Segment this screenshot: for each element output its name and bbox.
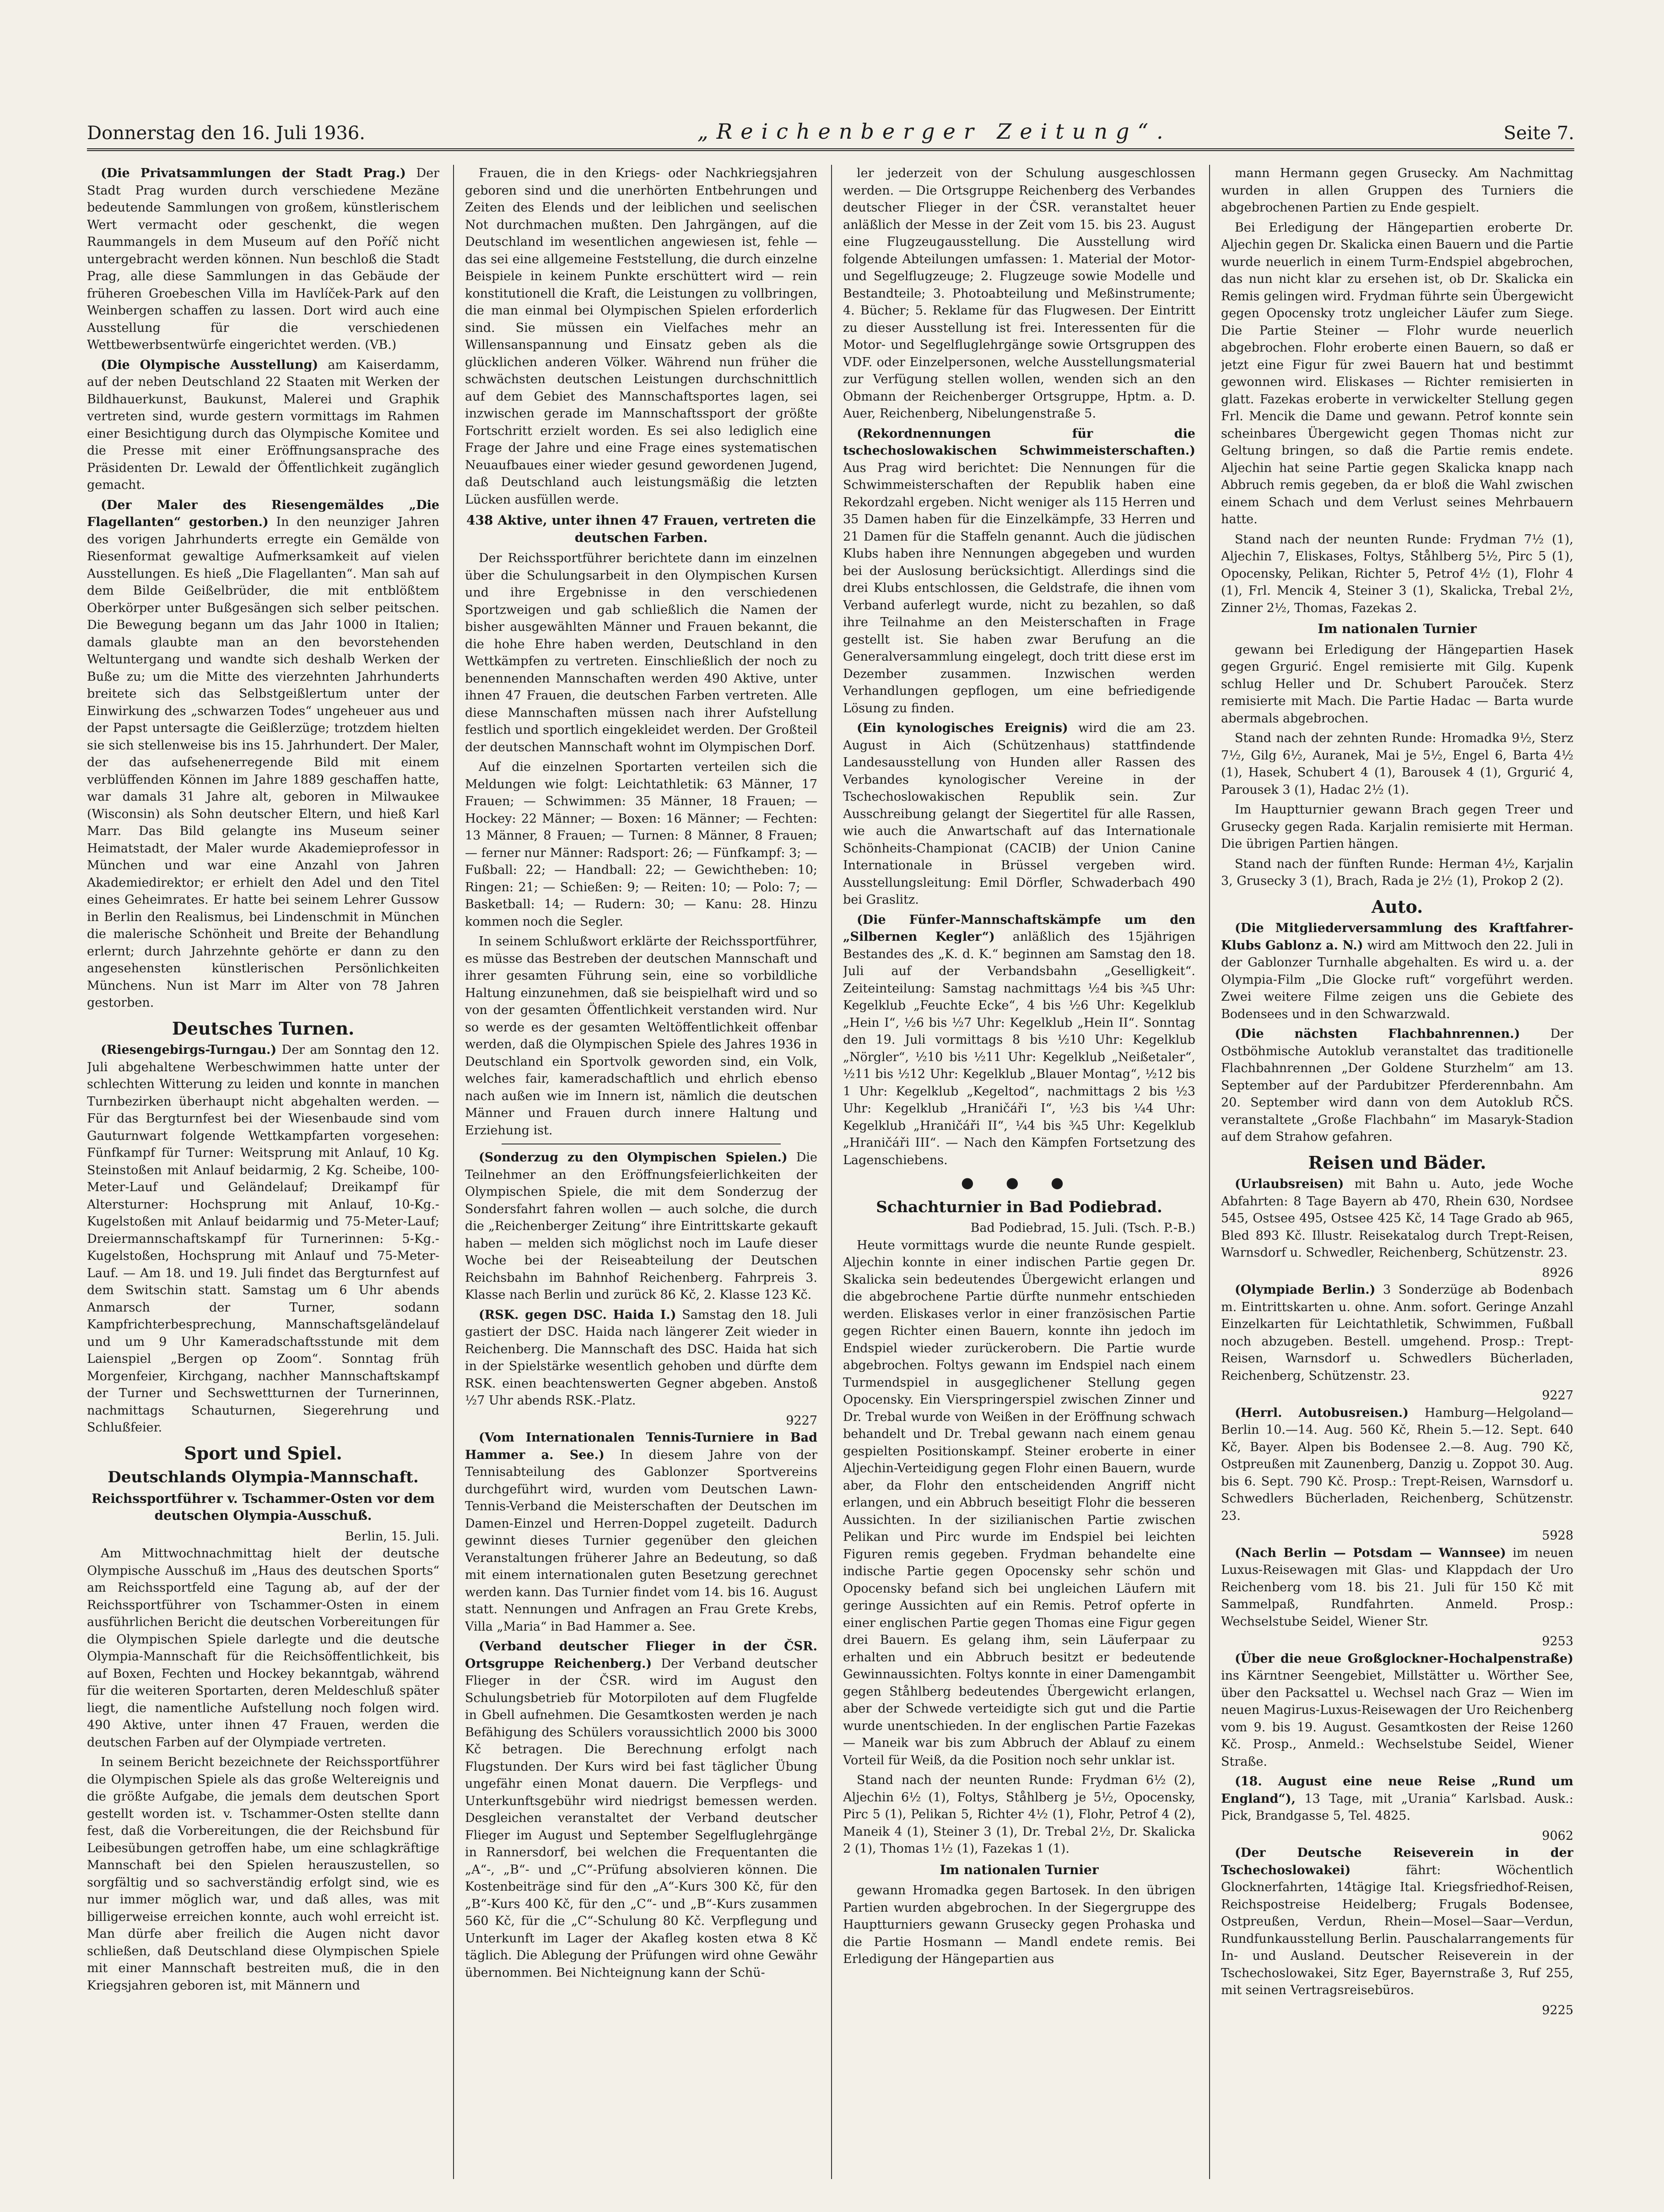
article-paragraph: Im Hauptturnier gewann Brach gegen Treer und Grusecky gegen Rada. Karjalin remisierte mit Herman. Die übrigen Partien hängen. (1221, 802, 1573, 851)
ad: (Herrl. Autobusreisen.) Hamburg—Helgoland—Berlin 10.—14. Aug. 560 Kč, Rhein 5.—12. Sept. 640 Kč, Bayer. Alpen bis Bodensee 2.—8. Aug. 790 Kč, Ostpreußen mit Zaunenberg, Danzig u. Zoppot 30. Aug. bis 6. Sept. 790 Kč. Prosp.: Trept-Reisen, Warnsdorf u. Schwedlers Bücherladen, Reichenberg, Schützenstr. 23. (1221, 1405, 1573, 1523)
article: (Vom Internationalen Tennis-Turniere in Bad Hammer a. See.) In diesem Jahre von der Tennisabteilung des Gablonzer Sportvereins durchgeführt wird, wurden vom Deutschen Lawn-Tennis-Verband die Meisterschaften der Deutschen im Damen-Einzel und Herren-Doppel zugeteilt. Dadurch gewinnt dieses Turnier gegenüber den gleichen Veranstaltungen früherer Jahre an Bedeutung, so daß mit einem internationalen guten Besetzung gerechnet werden kann. Das Turnier findet vom 14. bis 16. August statt. Nennungen und Anfragen an Frau Grete Krebs, Villa „Maria“ in Bad Hammer a. See. (465, 1431, 817, 1634)
masthead (87, 110, 1574, 151)
section-heading: Auto. (1371, 896, 1423, 917)
ad: (18. August eine neue Reise „Rund um England“), 13 Tage, mit „Urania“ Karlsbad. Ausk.: Pick, Brandgasse 5, Tel. 4825. (1221, 1774, 1573, 1823)
article-paragraph: ler jederzeit von der Schulung ausgeschlossen werden. — Die Ortsgruppe Reichenberg des Verbandes deutscher Flieger in der ČSR. veranstaltet heuer anläßlich der Messe in der Zeit vom 15. bis 23. August eine Flugzeugausstellung. Die Ausstellung wird folgende Abteilungen umfassen: 1. Material der Motor- und Segelflugzeuge; 2. Flugzeuge sowie Modelle und Bestandteile; 3. Photoabteilung und Meßinstrumente; 4. Bücher; 5. Reklame für das Flugwesen. Der Eintritt zu dieser Ausstellung ist frei. Interessenten für die Motor- und Segelfluglehrgänge sowie Ortsgruppen des VDF. oder Einzelpersonen, welche Ausstellungsmaterial zur Verfügung stellen wollen, wenden sich an den Obmann der Reichenberger Ortsgruppe, Hptm. a. D. Auer, Reichenberg, Nibelungenstraße 5. (843, 166, 1195, 421)
article-headline: (Der Maler des Riesengemäldes „Die Flagellanten“ gestorben.) (87, 498, 439, 529)
article: (RSK. gegen DSC. Haida I.) Samstag den 18. Juli gastiert der DSC. Haida nach längerer Zeit wieder in Reichenberg. Die Mannschaft des DSC. Haida hat sich in der Spielstärke wesentlich gehoben und dürfte dem RSK. einen beachtenswerten Gegner abgeben. Anstoß ½7 Uhr abends RSK.-Platz. (465, 1307, 817, 1408)
ad-code: 9062 (1542, 1828, 1573, 1843)
article-headline: (Sonderzug zu den Olympischen Spielen.) (479, 1150, 788, 1165)
article-title: Schachturnier in Bad Podiebrad. (876, 1198, 1162, 1216)
page-number: Seite 7. (1503, 123, 1574, 144)
article-paragraph: Stand nach der neunten Runde: Frydman 7½ (1), Aljechin 7, Eliskases, Foltys, Ståhlberg 5½, Pirc 5 (1), Opocensky, Pelikan, Richter 5, Petrof 4½ (1), Flohr 4 (1), Frl. Mencik 4, Steiner 3 (1), Skalicka, Trebal 2½, Zinner 2½, Thomas, Fazekas 2. (1221, 532, 1573, 615)
article-title: Deutschlands Olympia-Mannschaft. (108, 1468, 419, 1486)
article: (Die nächsten Flachbahnrennen.) Der Ostböhmische Autoklub veranstaltet das traditionelle Flachbahnrennen „Der Goldene Sturzhelm“ am 13. September auf der Pardubitzer Pferderennbahn. Am 20. September wird dann von dem Autoklub RČS. veranstaltete „Große Flachbahn“ im Masaryk-Stadion auf dem Strahow gefahren. (1221, 1027, 1573, 1144)
article-paragraph: Frauen, die in den Kriegs- oder Nachkriegsjahren geboren sind und die unerhörten Entbehrungen und Zeiten des Elends und der leiblichen und seelischen Not durchmachen mußten. Den Jahrgängen, auf die Deutschland im wesentlichen angewiesen ist, fehle — das sei eine allgemeine Feststellung, die durch einzelne Beispiele in keinem Punkte erschüttert wird — rein konstitutionell die Kraft, die Leistungen zu vollbringen, die man einmal bei Olympischen Spielen erforderlich sind. Sie müssen ein Vielfaches mehr an Willensanspannung und Einsatz geben als die glücklichen anderen Völker. Während nun früher die schwächsten deutschen Leistungen durchschnittlich auf dem Gebiet des Mannschaftsportes lagen, sei inzwischen gerade im Mannschaftssport der größte Fortschritt erzielt worden. Es sei also lediglich eine Frage der Jahre und eine Frage eines systematischen Neuaufbaues einer wieder gesund gewordenen Jugend, daß Deutschland auch leistungsmäßig die letzten Lücken ausfüllen werde. (465, 166, 817, 507)
article-paragraph: Der Reichssportführer berichtete dann im einzelnen über die Schulungsarbeit in den Olympischen Kursen und ihre Ergebnisse in den verschiedenen Sportzweigen und gab schließlich die Namen der bisher ausgewählten Männer und Frauen bekannt, die die hohe Ehre haben werden, Deutschland in den Wettkämpfen zu vertreten. Einschließlich der noch zu benennenden Mannschaften werden 490 Aktive, unter ihnen 47 Frauen, die deutschen Farben vertreten. Alle diese Mannschaften müssen nach ihrer Aufstellung festlich und sportlich eingekleidet werden. Der Großteil der deutschen Mannschaft wohnt im Olympischen Dorf. (465, 551, 817, 754)
article: (Rekordnennungen für die tschechoslowakischen Schwimmeisterschaften.) Aus Prag wird berichtet: Die Nennungen für die Schwimmeisterschaften der Republik haben eine Rekordzahl ergeben. Nicht weniger als 115 Herren und 35 Damen haben für die Einzelkämpfe, 33 Herren und 21 Damen für die Staffeln genannt. Auch die jüdischen Klubs haben ihre Nennungen abgegeben und wurden bei der Auslosung berücksichtigt. Allerdings sind die drei Klubs entschlossen, die Geldstrafe, die ihnen vom Verband auferlegt wurde, nicht zu bezahlen, so daß ihre Teilnahme an den Meisterschaften in Frage gestellt ist. Sie haben zwar Berufung an die Generalversammlung eingelegt, doch tritt diese erst im Dezember zusammen. Inzwischen werden Verhandlungen gepflogen, um eine befriedigende Lösung zu finden. (843, 426, 1195, 716)
article-subtitle: 438 Aktive, unter ihnen 47 Frauen, vertreten die deutschen Farben. (466, 513, 816, 545)
article-paragraph: In seinem Schlußwort erklärte der Reichssportführer, es müsse das Bestreben der deutschen Mannschaft und ihrer gesamten Führung sein, eine so vorbildliche Haltung einzunehmen, daß sie beispielhaft wird und so von der gesamten Öffentlichkeit verstanden wird. Nur so werde es der gesamten Weltöffentlichkeit offenbar werden, daß die Olympischen Spiele des Jahres 1936 in Deutschland ein Sportvolk geworden sind, ein Volk, welches fair, kameradschaftlich und ehrlich ebenso nach außen wie im Innern ist, nämlich die deutschen Männer und Frauen durch innere Haltung und Erziehung ist. (465, 934, 817, 1138)
article-paragraph: Am Mittwochnachmittag hielt der deutsche Olympische Ausschuß im „Haus des deutschen Sports“ am Reichssportfeld eine Tagung ab, auf der der Reichssportführer von Tschammer-Osten in einem ausführlichen Bericht die deutschen Vorbereitungen für die Olympischen Spiele darlegte und die deutsche Olympia-Mannschaft für die Reichsöffentlichkeit, bis auf Boxen, Fechten und Hockey bekanntgab, während für die weiteren Sportarten, deren Meldeschluß später liegt, die namentliche Aufstellung noch folgen wird. 490 Aktive, unter ihnen 47 Frauen, werden die deutschen Farben auf der Olympiade vertreten. (87, 1546, 439, 1750)
article-headline: (Die Olympische Ausstellung) (101, 358, 319, 372)
ad: (Der Deutsche Reiseverein in der Tschechoslowakei) fährt: Wöchentlich Glocknerfahrten, 14tägige Ital. Kriegsfriedhof-Reisen, Reichspostreise Heidelberg; Frugals Bodensee, Ostpreußen, Verdun, Rhein—Mosel—Saar—Verdun, Rundfunkausstellung Berlin. Pauschalarrangements für In- und Ausland. Deutscher Reiseverein in der Tschechoslowakei, Sitz Eger, Bayernstraße 3, Ruf 255, mit seinen Vertragsreisebüros. (1221, 1846, 1573, 1997)
ad-headline: (Über die neue Großglockner-Hochalpenstraße) (1235, 1651, 1573, 1666)
column-rule (1209, 165, 1210, 2179)
article-paragraph: In seinem Bericht bezeichnete der Reichssportführer die Olympischen Spiele als das große Weltereignis und die größte Aufgabe, die jemals dem deutschen Sport gestellt worden ist. v. Tschammer-Osten stellte dann fest, daß die Vorbereitungen, die der Reichsbund für Leibesübungen getroffen habe, um eine schlagkräftige Mannschaft bei den Spielen herauszustellen, so sorgfältig und so sachverständig erfolgt sind, wie es nur immer möglich war, und daß alles, was mit billigerweise erreichen konnte, auch wohl erreicht ist. Man dürfe aber freilich die Augen nicht davor schließen, daß Deutschland diese Olympischen Spiele mit einer Mannschaft bestreiten muß, die in den Kriegsjahren geboren ist, mit Männern und (87, 1755, 439, 1993)
ad-code: 9225 (1542, 2003, 1573, 2017)
article-paragraph: Auf die einzelnen Sportarten verteilen sich die Meldungen wie folgt: Leichtathletik: 63 Männer, 17 Frauen; — Schwimmen: 35 Männer, 18 Frauen; — Hockey: 22 Männer; — Boxen: 16 Männer; — Fechten: 13 Männer, 8 Frauen; — Turnen: 8 Männer, 8 Frauen; — ferner nur Männer: Radsport: 26; — Fünfkampf: 3; — Fußball: 22; — Handball: 22; — Gewichtheben: 10; Ringen: 21; — Schießen: 9; — Reiten: 10; — Polo: 7; — Basketball: 14; — Rudern: 30; — Kanu: 28. Hinzu kommen noch die Segler. (465, 760, 817, 929)
ad: (Olympiade Berlin.) 3 Sonderzüge ab Bodenbach m. Eintrittskarten u. ohne. Anm. sofort. Geringe Anzahl Einzelkarten für Leichtathletik, Schwimmen, Fußball noch abzugeben. Bestell. umgehend. Prosp.: Trept-Reisen, Warnsdorf u. Schwedlers Bücherladen, Reichenberg, Schützenstr. 23. (1221, 1283, 1573, 1383)
article: (Die Fünfer-Mannschaftskämpfe um den „Silbernen Kegler“) anläßlich des 15jährigen Bestandes des „K. d. K.“ beginnen am Samstag den 18. Juli auf der Verbandsbahn „Geselligkeit“. Zeiteinteilung: Samstag nachmittags ½4 bis ¾5 Uhr: Kegelklub „Feuchte Ecke“, 4 bis ½6 Uhr: Kegelklub „Hein I“, ½6 bis ½7 Uhr: Kegelklub „Hein II“. Sonntag den 19. Juli vormittags 8 bis ½10 Uhr: Kegelklub „Nörgler“, ½10 bis ½11 Uhr: Kegelklub „Neißetaler“, ½11 bis ½12 Uhr: Kegelklub „Blauer Montag“, ½12 bis 1 Uhr: Kegelklub „Kegeltod“, nachmittags 2 bis ½3 Uhr: Kegelklub „Hraničáři I“, ½3 bis ¼4 Uhr: Kegelklub „Hraničáři II“, ¼4 bis ¾5 Uhr: Kegelklub „Hraničáři III“. — Nach den Kämpfen Fortsetzung des Lagenschiebens. (843, 912, 1195, 1167)
article-headline: (RSK. gegen DSC. Haida I.) (479, 1307, 676, 1322)
ad-code: 9253 (1542, 1634, 1573, 1648)
ad-headline: (Nach Berlin — Potsdam — Wannsee) (1235, 1545, 1506, 1560)
article-paragraph: Stand nach der fünften Runde: Herman 4½, Karjalin 3, Grusecky 3 (1), Brach, Rada je 2½ (1), Prokop 2 (2). (1221, 857, 1573, 888)
article: (Die Privatsammlungen der Stadt Prag.) Der Stadt Prag wurden durch verschiedene Mezäne bedeutende Sammlungen von großem, künstlerischem Wert vermacht oder geschenkt, die wegen Raummangels in dem Museum auf den Poříč nicht untergebracht werden können. Nun beschloß die Stadt Prag, alle diese Sammlungen in das Gebäude der früheren Groebeschen Villa im Havlíček-Park auf den Weinbergen schaffen zu lassen. Dort wird auch eine Ausstellung für die verschiedenen Wettbewerbsentwürfe eingerichtet werden. (VB.) (87, 166, 439, 352)
article: (Die Olympische Ausstellung) am Kaiserdamm, auf der neben Deutschland 22 Staaten mit Werken der Bildhauerkunst, Baukunst, Malerei und Graphik vertreten sind, wurde gestern vormittags im Rahmen einer Besichtigung durch das Olympische Komitee und die Presse mit einer Eröffnungsansprache des Präsidenten Dr. Lewald der Öffentlichkeit zugänglich gemacht. (87, 358, 439, 492)
article-paragraph: gewann Hromadka gegen Bartosek. In den übrigen Partien wurden abgebrochen. In der Siegergruppe des Hauptturniers gewann Grusecky gegen Prohaska und die Partie Hosmann — Mandl endete remis. Bei Erledigung der Hängepartien aus (843, 1883, 1195, 1966)
article-paragraph: mann Hermann gegen Grusecky. Am Nachmittag wurden in allen Gruppen des Turniers die abgebrochenen Partien zu Ende gespielt. (1221, 166, 1573, 215)
article: (Sonderzug zu den Olympischen Spielen.) Die Teilnehmer an den Eröffnungsfeierlichkeiten der Olympischen Spiele, die mit dem Sonderzug der Sondersfahrt fahren wollen — auch solche, die durch die „Reichenberger Zeitung“ ihre Eintrittskarte gekauft haben — melden sich möglichst noch im Laufe dieser Woche bei der Reiseabteilung der Deutschen Reichsbahn im Bahnhof Reichenberg. Fahrpreis 3. Klasse nach Berlin und zurück 86 Kč, 2. Klasse 123 Kč. (465, 1150, 817, 1302)
dateline: Bad Podiebrad, 15. Juli. (Tsch. P.-B.) (970, 1221, 1195, 1235)
ad-headline: (Olympiade Berlin.) (1235, 1283, 1376, 1297)
column-3 (843, 165, 1195, 2179)
ad-headline: (Urlaubsreisen) (1235, 1177, 1344, 1191)
section-heading: Reisen und Bäder. (1308, 1152, 1486, 1173)
article-headline: (Riesengebirgs-Turngau.) (101, 1043, 277, 1057)
ad: (Nach Berlin — Potsdam — Wannsee) im neuen Luxus-Reisewagen mit Glas- und Klappdach der Uro Reichenberg vom 18. bis 21. Juli für 150 Kč mit Sammelpaß, Rundfahrten. Anmeld. Prosp.: Wechselstube Seidel, Wiener Str. (1221, 1545, 1573, 1629)
article-subtitle: Im nationalen Turnier (1318, 621, 1477, 636)
article-headline: (Verband deutscher Flieger in der ČSR. Ortsgruppe Reichenberg.) (465, 1639, 817, 1671)
article: (Riesengebirgs-Turngau.) Der am Sonntag den 12. Juli abgehaltene Werbeschwimmen hatte unter der schlechten Witterung zu leiden und konnte in manchen Turnbezirken überhaupt nicht abgehalten werden. — Für das Bergturnfest bei der Wiesenbaude sind vom Gauturnwart folgende Wettkampfarten vorgesehen: Fünfkampf für Turner: Weitsprung mit Anlauf, 10 Kg. Steinstoßen mit Anlauf beidarmig, 2 Kg. Scheibe, 100-Meter-Lauf und Geländelauf; Dreikampf für Altersturner: Hochsprung mit Anlauf, 10-Kg.-Kugelstoßen mit Anlauf beidarmig und 75-Meter-Lauf; Dreiermannschaftskampf für Turnerinnen: 5-Kg.-Kugelstoßen, Hochsprung mit Anlauf und 75-Meter-Lauf. — Am 18. und 19. Juli findet das Bergturnfest auf dem Switschin statt. Samstag um 6 Uhr abends Anmarsch der Turner, sodann Kampfrichterbesprechung, Mannschaftsgeländelauf und um 9 Uhr Kameradschaftsstunde mit dem Laienspiel „Bergen op Zoom“. Sonntag früh Morgenfeier, Kirchgang, nachher Mannschaftskampf der Turner und Sechswettturnen der Turnerinnen, nachmittags Schauturnen, Siegerehrung und Schlußfeier. (87, 1043, 439, 1435)
column-1 (87, 165, 439, 2179)
article-subtitle: Im nationalen Turnier (940, 1862, 1099, 1877)
column-4 (1221, 165, 1573, 2179)
ad-code: 8926 (1542, 1265, 1573, 1280)
ad-headline: (Der Deutsche Reiseverein in der Tschechoslowakei) (1221, 1846, 1573, 1877)
article-paragraph: Heute vormittags wurde die neunte Runde gespielt. Aljechin konnte in einer indischen Partie gegen Dr. Skalicka sein bedeutendes Übergewicht erlangen und die abgebrochene Partie dürfte nunmehr entschieden werden. Eliskases verlor in einer französischen Partie gegen Richter einen Bauern, konnte ihn jedoch im Endspiel wieder zurückerobern. Die Partie wurde abgebrochen. Foltys gewann im Endspiel nach einem Turmendspiel in ausgeglichener Stellung gegen Opocensky. Ein Vierspringerspiel zwischen Zinner und Dr. Trebal wurde von Weißen in der Eröffnung schwach behandelt und Dr. Trebal gewann nach einem genau gespielten Positionskampf. Steiner eroberte in einer Aljechin-Verteidigung gegen Flohr einen Bauern, wurde aber, da Flohr den entscheidenden Angriff nicht erlangen, und ein Abbruch beseitigt Flohr die besseren Aussichten. In der sizilianischen Partie zwischen Pelikan und Pirc wurde im Endspiel bei leichten Figuren remis gegeben. Frydman behandelte eine indische Partie gegen Opocensky sehr schön und Opocensky befand sich bei ungleichen Läufern mit geringe Aussichten auf ein Remis. Petrof opferte in einer englischen Partie gegen Thomas eine Figur gegen drei Bauern. Es gelang ihm, sein Läuferpaar zu erhalten und ein Abbruch besitzt er bedeutende Gewinnaussichten. Foltys konnte in einer Damengambit gegen Ståhlberg bedeutendes Übergewicht erlangen, aber der Schwede verteidigte sich gut und die Partie wurde unentschieden. In der englischen Partie Fazekas — Maneik war bis zum Abbruch der Ablauf zu einem Vorteil für Weiß, da die Position noch sehr unklar ist. (843, 1238, 1195, 1767)
article-paragraph: Stand nach der neunten Runde: Frydman 6½ (2), Aljechin 6½ (1), Foltys, Ståhlberg je 5½, Opocensky, Pirc 5 (1), Pelikan 5, Richter 4½ (1), Flohr, Petrof 4 (2), Maneik 4 (1), Steiner 3 (1), Dr. Trebal 2½, Dr. Skalicka 2 (1), Thomas 1½ (1), Fazekas 1 (1). (843, 1773, 1195, 1856)
article-headline: (Vom Internationalen Tennis-Turniere in Bad Hammer a. See.) (465, 1431, 817, 1462)
column-2 (465, 165, 817, 2179)
article-headline: (Rekordnennungen für die tschechoslowakischen Schwimmeisterschaften.) (843, 426, 1195, 458)
column-rule (453, 165, 454, 2179)
article-headline: (Die Mitgliederversammlung des Kraftfahrer-Klubs Gablonz a. N.) (1221, 921, 1573, 953)
columns (87, 165, 1574, 2179)
ad-code: 5928 (1542, 1529, 1573, 1543)
article-headline: (Die nächsten Flachbahnrennen.) (1235, 1027, 1520, 1041)
newspaper-page (87, 110, 1574, 2188)
separator-dots: ● ● ● (961, 1174, 1078, 1191)
article-headline: (Ein kynologisches Ereignis) (857, 721, 1068, 735)
article: (Der Maler des Riesengemäldes „Die Flagellanten“ gestorben.) In den neunziger Jahren des vorigen Jahrhunderts erregte ein Gemälde von Riesenformat gewaltige Aufmerksamkeit auf vielen Ausstellungen. Es hieß „Die Flagellanten“. Man sah auf dem Bilde Geißelbrüder, die mit entblößtem Oberkörper unter Bußgesängen sich selber peitschen. Die Bewegung begann um das Jahr 1000 in Italien; damals glaubte man an den bevorstehenden Weltuntergang und wandte sich deshalb Werken der Buße zu; um die Mitte des vierzehnten Jahrhunderts breitete sich das Selbstgeißlertum unter der Einwirkung des „schwarzen Todes“ ungeheuer aus und der Papst untersagte die Geißlerzüge; trotzdem hielten sie sich stellenweise bis ins 15. Jahrhundert. Der Maler, der das aufsehenerregende Bild mit einem verblüffenden Können im Jahre 1889 geschaffen hatte, war damals 31 Jahre alt, geboren in Milwaukee (Wisconsin) als Sohn deutscher Eltern, und hieß Karl Marr. Das Bild gelangte ins Museum seiner Heimatstadt, der Maler wurde Akademieprofessor in München und war eine Anzahl von Jahren Akademiedirektor; er erhielt den Adel und den Titel eines Geheimrates. Er hatte bei seinem Lehrer Gussow in Berlin den Realismus, bei Lindenschmit in München die malerische Schönheit und Breite der Behandlung erlernt; durch Jahrzehnte gehörte er dann zu den angesehensten künstlerischen Persönlichkeiten Münchens. Nun ist Marr im Alter von 78 Jahren gestorben. (87, 498, 439, 1010)
article-headline: (Die Fünfer-Mannschaftskämpfe um den „Silbernen Kegler“) (843, 912, 1195, 944)
ad: (Urlaubsreisen) mit Bahn u. Auto, jede Woche Abfahrten: 8 Tage Bayern ab 470, Rhein 630, Nordsee 545, Ostsee 495, Ostsee 425 Kč, 14 Tage Grado ab 965, Bled 893 Kč. Illustr. Reisekatalog durch Trept-Reisen, Warnsdorf u. Schwedler, Reichenberg, Schützenstr. 23. (1221, 1177, 1573, 1260)
article: (Ein kynologisches Ereignis) wird die am 23. August in Aich (Schützenhaus) stattfindende Landesausstellung von Hunden aller Rassen des Verbandes kynologischer Vereine in der Tschechoslowakischen Republik sein. Zur Ausschreibung gelangt der Siegertitel für alle Rassen, wie auch die Anwartschaft auf das Internationale Schönheits-Championat (CACIB) der Union Canine Internationale in Brüssel vergeben wird. Ausstellungsleitung: Emil Dörfler, Schwaderbach 490 bei Graslitz. (843, 721, 1195, 907)
article-paragraph: gewann bei Erledigung der Hängepartien Hasek gegen Grgurić. Engel remisierte mit Gilg. Kupenk schlug Heller und Dr. Schubert Parouček. Sterz remisierte mit Mach. Die Partie Hadac — Barta wurde abermals abgebrochen. (1221, 642, 1573, 726)
paper-title: „Reichenberger Zeitung“. (697, 119, 1172, 144)
ad-headline: (18. August eine neue Reise „Rund um England“), (1221, 1774, 1573, 1806)
article-subtitle: Reichssportführer v. Tschammer-Osten vor dem deutschen Olympia-Ausschuß. (92, 1491, 435, 1523)
ad-headline: (Herrl. Autobusreisen.) (1235, 1405, 1409, 1420)
article: (Die Mitgliederversammlung des Kraftfahrer-Klubs Gablonz a. N.) wird am Mittwoch den 22. Juli in der Gablonzer Turnhalle abgehalten. Es wird u. a. der Olympia-Film „Die Glocke ruft“ vorgeführt werden. Zwei weitere Filme zeigen uns die Gebiete des Bodensees und in den Schwarzwald. (1221, 921, 1573, 1021)
section-heading: Sport und Spiel. (184, 1442, 342, 1464)
article-paragraph: Stand nach der zehnten Runde: Hromadka 9½, Sterz 7½, Gilg 6½, Auranek, Mai je 5½, Engel 6, Barta 4½ (1), Hasek, Schubert 4 (1), Barousek 4 (1), Grgurić 4, Parousek 3 (1), Hadac 2½ (1). (1221, 731, 1573, 797)
dateline: Berlin, 15. Juli. (345, 1529, 439, 1544)
article-headline: (Die Privatsammlungen der Stadt Prag.) (101, 166, 406, 180)
ad-code: 9227 (1542, 1388, 1573, 1403)
issue-date: Donnerstag den 16. Juli 1936. (87, 123, 365, 144)
article: (Verband deutscher Flieger in der ČSR. Ortsgruppe Reichenberg.) Der Verband deutscher Flieger in der ČSR. wird im August den Schulungsbetrieb für Motorpiloten auf dem Flugfelde in Gbell aufnehmen. Die Gesamtkosten werden je nach Befähigung des Schülers voraussichtlich 2000 bis 3000 Kč betragen. Die Berechnung erfolgt nach Flugstunden. Der Kurs wird bei fast täglicher Übung ungefähr einen Monat dauern. Die Verpflegs- und Unterkunftsgebühr wird niedrigst bemessen werden. Desgleichen veranstaltet der Verband deutscher Flieger im August und September Segelfluglehrgänge in Rannersdorf, bei welchen die Frequentanten die „A“-, „B“- und „C“-Prüfung absolvieren können. Die Kostenbeiträge sind für den „A“-Kurs 300 Kč, für den „B“-Kurs 400 Kč, für den „C“- und „B“-Kurs zusammen 560 Kč, für die „C“-Schulung 80 Kč. Verpflegung und Unterkunft im Lager der Akafleg kosten etwa 8 Kč täglich. Die Ablegung der Prüfungen wird ohne Gewähr übernommen. Bei Nichteignung kann der Schü- (465, 1639, 817, 1980)
column-rule (831, 165, 832, 2179)
article-paragraph: Bei Erledigung der Hängepartien eroberte Dr. Aljechin gegen Dr. Skalicka einen Bauern und die Partie wurde neuerlich in einem Turm-Endspiel abgebrochen, das nun nicht klar zu ersehen ist, ob Dr. Skalicka ein Remis gelingen wird. Frydman führte sein Übergewicht gegen Opocensky trotz ungleicher Läufer zum Siege. Die Partie Steiner — Flohr wurde neuerlich abgebrochen. Flohr eroberte einen Bauern, so daß er jetzt eine Figur für zwei Bauern hat und bestimmt gewonnen wird. Eliskases — Richter remisierten in glatt. Fazekas eroberte in verwickelter Stellung gegen Frl. Mencik die Dame und gewann. Petrof konnte sein scheinbares Übergewicht gegen Thomas nicht zur Geltung bringen, so daß die Partie remis endete. Aljechin hat seine Partie gegen Skalicka knapp nach Abbruch remis gegeben, da er bloß die Wahl zwischen einem Schach und dem Verlust seines Mehrbauern hatte. (1221, 220, 1573, 526)
ad-code: 9227 (786, 1413, 817, 1428)
section-heading: Deutsches Turnen. (172, 1018, 355, 1039)
ad: (Über die neue Großglockner-Hochalpenstraße) ins Kärntner Seengebiet, Millstätter u. Wörther See, über den Packsattel u. Wechsel nach Graz — Wien im neuen Magirus-Luxus-Reisewagen der Uro Reichenberg vom 9. bis 19. August. Gesamtkosten der Reise 1260 Kč. Prosp., Anmeld.: Wechselstube Seidel, Wiener Straße. (1221, 1651, 1573, 1769)
